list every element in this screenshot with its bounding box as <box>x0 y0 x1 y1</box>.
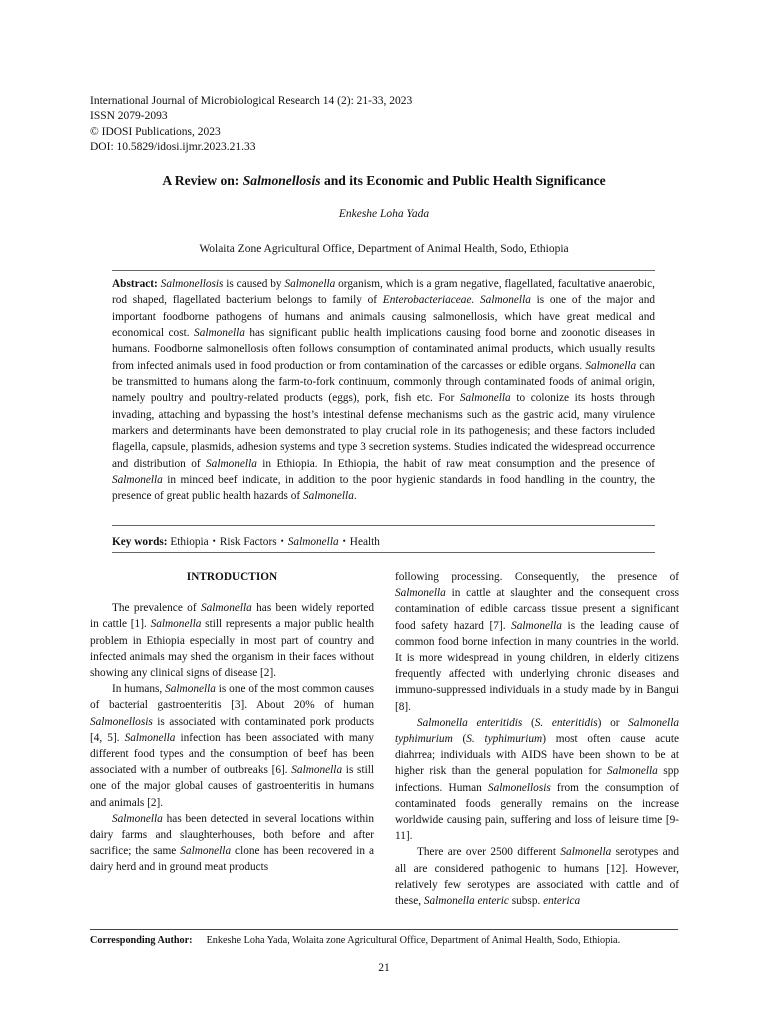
author-affiliation: Wolaita Zone Agricultural Office, Department of Animal Health, Sodo, Ethiopia <box>199 243 569 255</box>
paragraph: The prevalence of Salmonella has been widely reported in cattle [1]. Salmonella still represents a major public health problem in Ethiopia especially in most part of country and infected animals may shed the organism in their faces without showing any clinical signs of disease [2]. <box>90 602 374 680</box>
keyword: Risk Factors <box>219 536 277 548</box>
keywords-bottom-rule <box>112 552 655 553</box>
author-name: Enkeshe Loha Yada <box>338 208 430 220</box>
footnote-rule <box>90 929 678 930</box>
abstract <box>112 276 655 505</box>
corresponding-author-label: Corresponding Author: <box>90 935 193 946</box>
journal-header <box>90 94 412 156</box>
copyright: © IDOSI Publications, 2023 <box>90 125 221 138</box>
journal-citation: International Journal of Microbiological Research 14 (2): 21-33, 2023 <box>90 95 413 107</box>
keyword-separator: • <box>280 536 284 546</box>
left-column <box>90 569 374 876</box>
page-number: 21 <box>378 962 390 974</box>
keyword-separator: • <box>342 536 346 546</box>
abstract-body: Salmonellosis is caused by Salmonella organism, which is a gram negative, flagellated, facultative anaerobic, rod shaped, flagellated bacterium belongs to family of Enterobacteriaceae. Salmonella is one of the major and important foodborne pathogens of humans and animals causing salmonellosis, which have great medical and economical cost. Salmonella has significant public health implications causing food borne and zoonotic diseases in humans. Foodborne salmonellosis often follows consumption of contaminated animal products, which usually results from infected animals used in food production or from contamination of the carcasses or edible organs. Salmonella can be transmitted to humans along the farm-to-fork continuum, commonly through contaminated foods of animal origin, namely poultry and poultry-related products (eggs), pork, fish etc. For Salmonella to colonize its hosts through invading, attaching and bypassing the host’s intestinal defense mechanisms such as the gastric acid, many virulence markers and determinants have been demonstrated to play crucial role in its pathogenesis; and these factors included flagella, capsule, plasmids, adhesion systems and type 3 secretion systems. Studies indicated the widespread occurrence and distribution of Salmonella in Ethiopia. In Ethiopia, the habit of raw meat consumption and the presence of Salmonella in minced beef indicate, in addition to the poor hygienic standards in food handling in the country, the presence of great public health hazards of Salmonella. <box>112 278 656 503</box>
section-heading-introduction: INTRODUCTION <box>186 571 278 583</box>
keyword: Health <box>349 536 380 548</box>
right-column <box>395 569 679 909</box>
paragraph: In humans, Salmonella is one of the most common causes of bacterial gastroenteritis [3]. About 20% of human Salmonellosis is associated with contaminated pork products [4, 5]. Salmonella infection has been associated with many different food types and the consumption of beef has been associated with a number of outbreaks [6]. Salmonella is still one of the major global causes of gastroenteritis in humans and animals [2]. <box>90 683 374 809</box>
keywords-label: Key words: <box>112 536 168 548</box>
keyword-separator: • <box>212 536 216 546</box>
abstract-bottom-rule <box>112 525 655 526</box>
corresponding-author-text: Enkeshe Loha Yada, Wolaita zone Agricultural Office, Department of Animal Health, Sodo, Ethiopia. <box>206 935 621 946</box>
paragraph: There are over 2500 different Salmonella serotypes and all are considered pathogenic to humans [12]. However, relatively few serotypes are associated with cattle and of these, Salmonella enteric subsp. enterica <box>395 846 679 908</box>
paragraph: Salmonella enteritidis (S. enteritidis) or Salmonella typhimurium (S. typhimurium) most often cause acute diahrrea; individuals with AIDS have been shown to be at higher risk than the general population for Salmonella spp infections. Human Salmonellosis from the consumption of contaminated foods generally remains on the increase worldwide causing pain, suffering and loss of leisure time [9-11]. <box>395 716 679 843</box>
issn: ISSN 2079-2093 <box>90 110 168 123</box>
title-italic: Salmonellosis <box>242 173 321 188</box>
title-prefix: A Review on: <box>162 173 243 188</box>
title-suffix: and its Economic and Public Health Significance <box>320 173 606 188</box>
keywords-list <box>170 536 380 548</box>
abstract-top-rule <box>112 270 655 271</box>
article-title <box>0 173 768 189</box>
abstract-label: Abstract: <box>112 278 158 290</box>
doi[interactable]: DOI: 10.5829/idosi.ijmr.2023.21.33 <box>90 141 256 154</box>
paragraph: following processing. Consequently, the presence of Salmonella in cattle at slaughter and the consequent cross contamination of edible carcass tissue present a significant food safety hazard [7]. Salmonella is the leading cause of common food borne infection in many countries in the world. It is more widespread in young children, in elderly citizens frequently affected with underlying chronic diseases and immuno-suppressed individuals in a study made by in Bangui [8]. <box>395 571 679 713</box>
keyword: Ethiopia <box>170 536 209 548</box>
keyword: Salmonella <box>287 536 339 548</box>
paragraph: Salmonella has been detected in several locations within dairy farms and slaughterhouses, both before and after sacrifice; the same Salmonella clone has been recovered in a dairy herd and in ground meat products <box>90 812 374 874</box>
keywords <box>112 536 655 548</box>
corresponding-author <box>90 935 620 946</box>
